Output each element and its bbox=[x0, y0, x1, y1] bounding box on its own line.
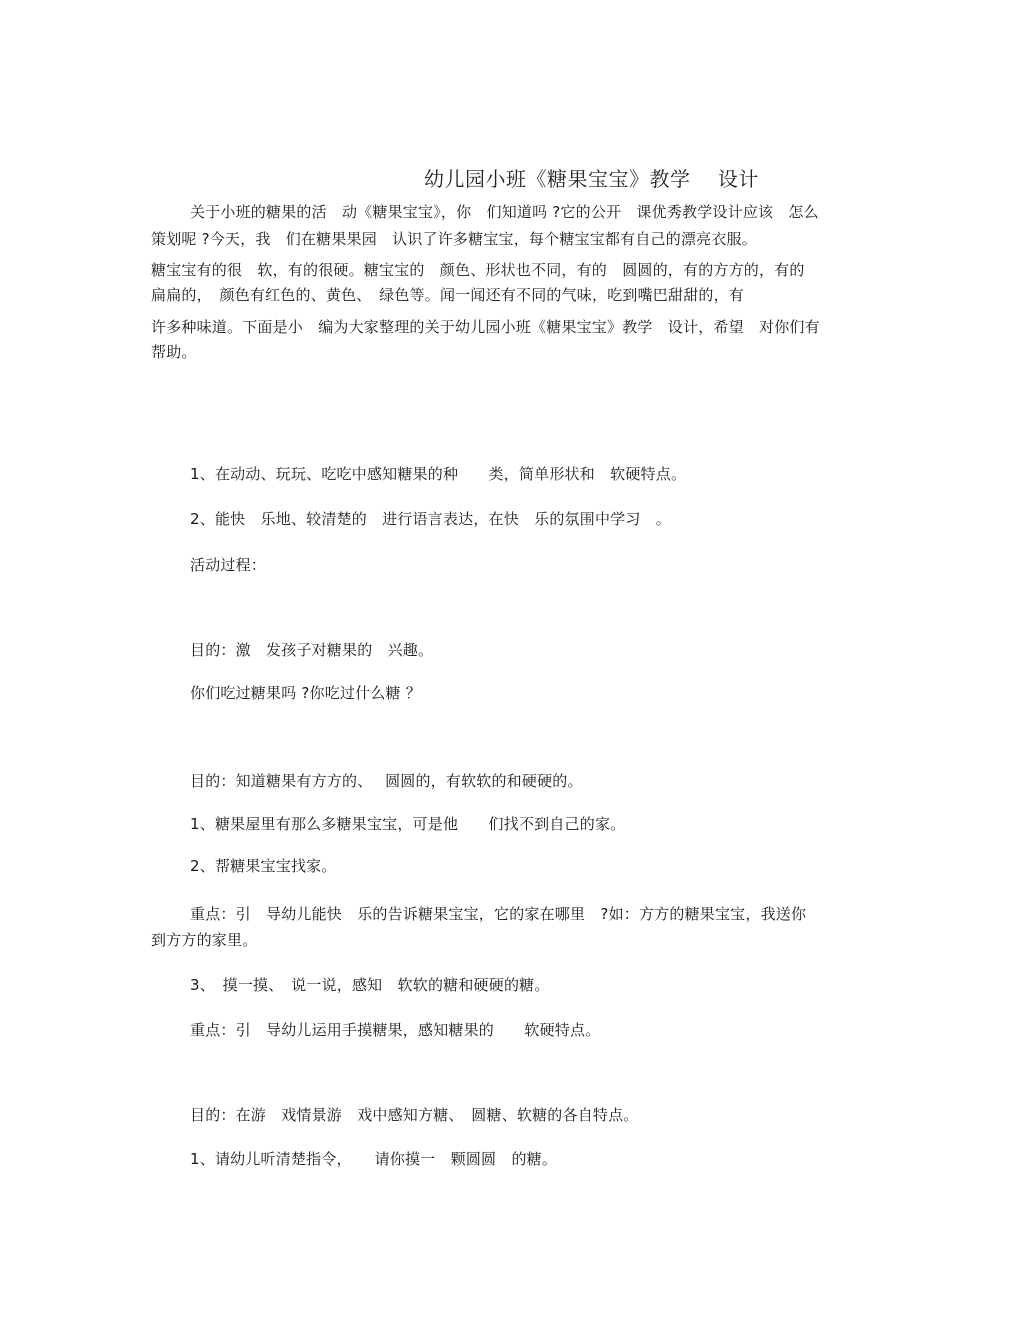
intro-line: 许多种味道。下面是小 编为大家整理的关于幼儿园小班《糖果宝宝》教学 设计，希望 对你们有 bbox=[151, 318, 820, 336]
step-text: 1、糖果屋里有那么多糖果宝宝，可是他 们找不到自己的家。 bbox=[190, 815, 626, 833]
intro-line: 糖宝宝有的很 软，有的很硬。糖宝宝的 颜色、形状也不同，有的 圆圆的，有的方方的，有的 bbox=[151, 261, 805, 279]
goal-item: 1、在动动、玩玩、吃吃中感知糖果的种 类，简单形状和 软硬特点。 bbox=[190, 465, 687, 483]
intro-line: 扁扁的， 颜色有红色的、黄色、 绿色等。闻一闻还有不同的气味，吃到嘴巴甜甜的，有 bbox=[151, 286, 745, 304]
step-text: 1、请幼儿听清楚指令， 请你摸一 颗圆圆 的糖。 bbox=[190, 1150, 558, 1168]
question-text: 你们吃过糖果吗 ?你吃过什么糖 ？ bbox=[190, 684, 421, 702]
intro-line: 关于小班的糖果的活 动《糖果宝宝》，你 们知道吗 ?它的公开 课优秀教学设计应该 怎么 bbox=[190, 203, 819, 221]
key-point-text: 到方方的家里。 bbox=[151, 931, 258, 949]
intro-line: 策划呢 ?今天，我 们在糖果果园 认识了许多糖宝宝，每个糖宝宝都有自己的漂亮衣服。 bbox=[151, 230, 757, 248]
step-text: 2、帮糖果宝宝找家。 bbox=[190, 857, 337, 875]
process-heading: 活动过程： bbox=[190, 556, 267, 574]
document-title: 幼儿园小班《糖果宝宝》教学 设计 bbox=[424, 167, 759, 191]
purpose-text: 目的：在游 戏情景游 戏中感知方糖、 圆糖、软糖的各自特点。 bbox=[190, 1106, 639, 1124]
key-point-text: 重点：引 导幼儿运用手摸糖果，感知糖果的 软硬特点。 bbox=[190, 1021, 601, 1039]
step-text: 3、 摸一摸、 说一说，感知 软软的糖和硬硬的糖。 bbox=[190, 976, 550, 994]
purpose-text: 目的：知道糖果有方方的、 圆圆的，有软软的和硬硬的。 bbox=[190, 772, 583, 790]
purpose-text: 目的：激 发孩子对糖果的 兴趣。 bbox=[190, 641, 434, 659]
key-point-text: 重点：引 导幼儿能快 乐的告诉糖果宝宝，它的家在哪里 ?如：方方的糖果宝宝，我送你 bbox=[190, 905, 807, 923]
goal-item: 2、能快 乐地、较清楚的 进行语言表达，在快 乐的氛围中学习 。 bbox=[190, 510, 671, 528]
intro-line: 帮助。 bbox=[151, 343, 197, 361]
